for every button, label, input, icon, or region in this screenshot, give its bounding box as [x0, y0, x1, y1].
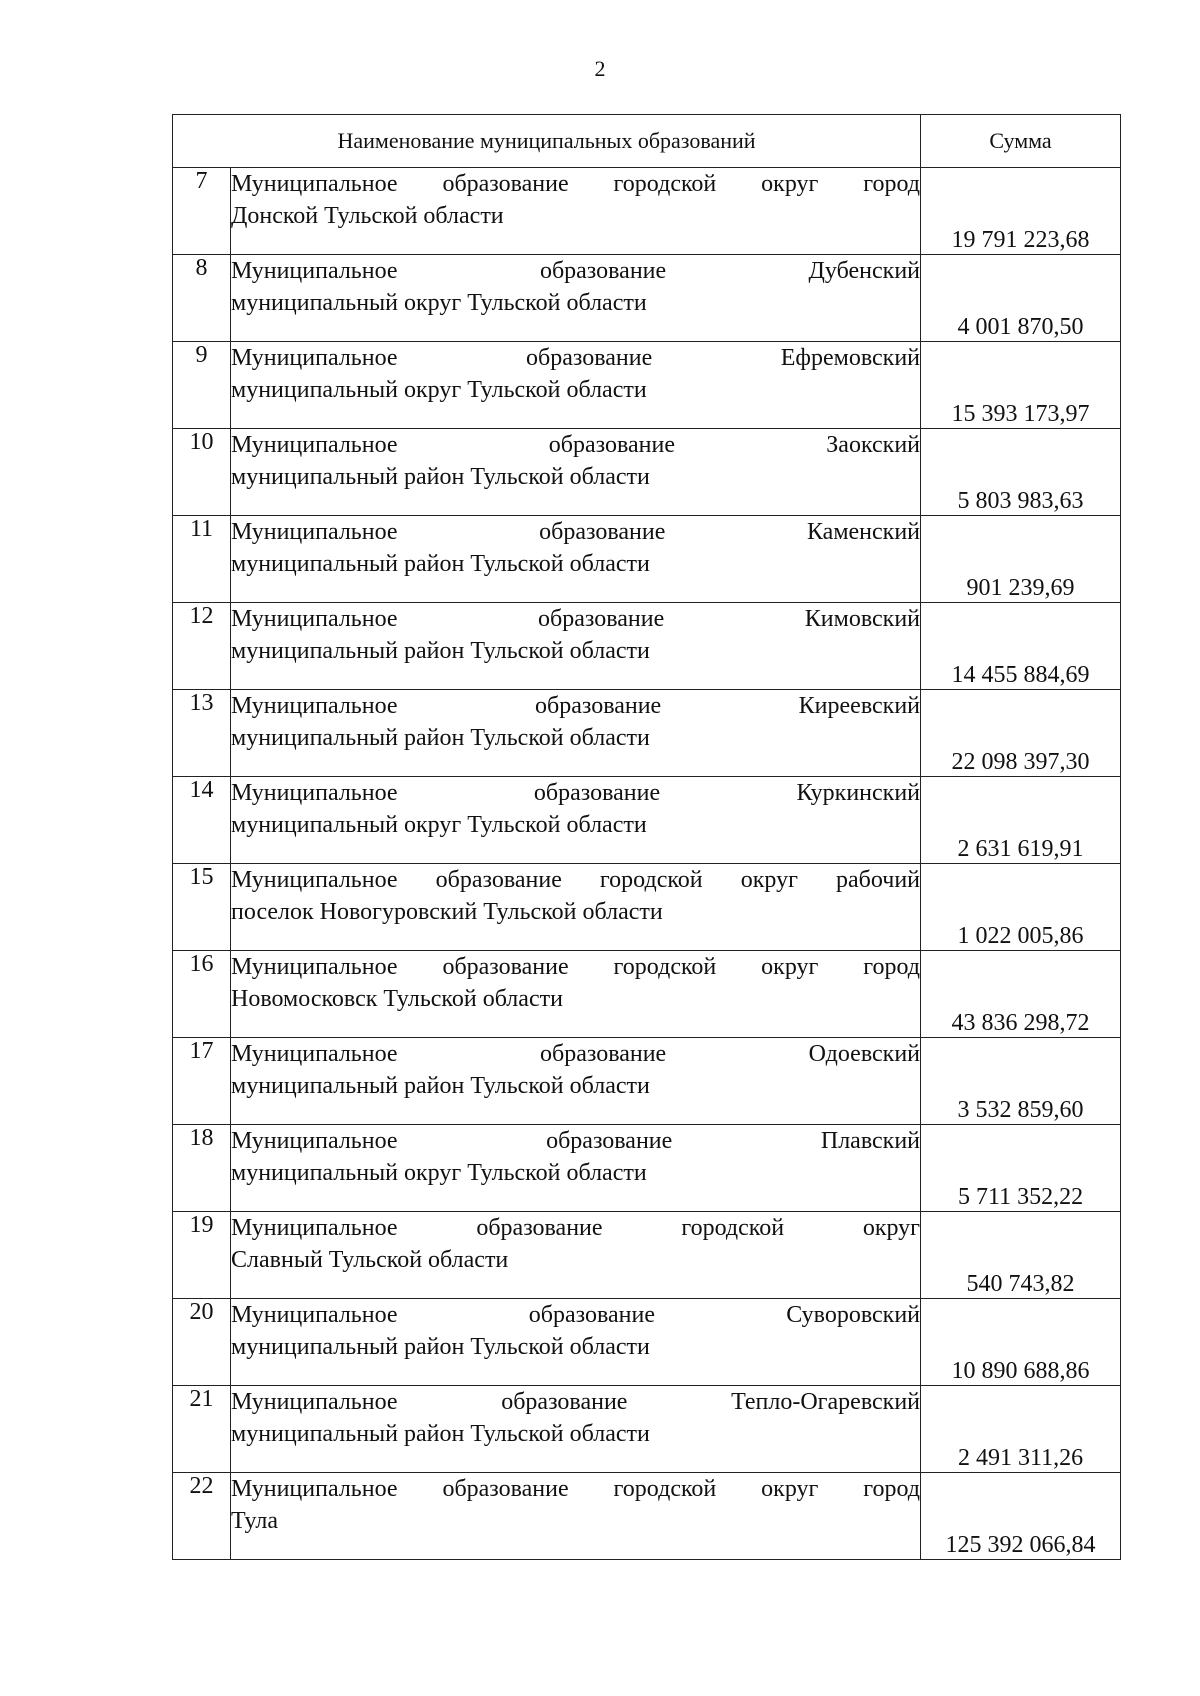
- table-row: [173, 690, 1121, 777]
- row-number: 8: [173, 255, 231, 342]
- header-name: Наименование муниципальных образований: [173, 115, 921, 168]
- municipality-name: [231, 1299, 921, 1386]
- municipality-name-line-2: муниципальный район Тульской области: [231, 638, 650, 664]
- municipality-name-line-2: Тула: [231, 1508, 279, 1534]
- table-row: [173, 1212, 1121, 1299]
- municipality-name-line-1: Муниципальное образование Плавский: [231, 1128, 921, 1154]
- municipality-name-line-1: Муниципальное образование городской округ город: [231, 1476, 921, 1502]
- municipality-name-line-1: Муниципальное образование Каменский: [231, 519, 921, 545]
- header-sum: Сумма: [921, 115, 1121, 168]
- municipality-name-line-2: муниципальный район Тульской области: [231, 1334, 650, 1360]
- sum-value: 2 631 619,91: [921, 777, 1121, 864]
- sum-value: 43 836 298,72: [921, 951, 1121, 1038]
- row-number: 11: [173, 516, 231, 603]
- page-number: 2: [594, 56, 606, 81]
- municipality-name: [231, 429, 921, 516]
- municipality-name: [231, 951, 921, 1038]
- sum-value: 19 791 223,68: [921, 168, 1121, 255]
- municipality-name-line-2: поселок Новогуровский Тульской области: [231, 899, 663, 925]
- sum-value: 15 393 173,97: [921, 342, 1121, 429]
- table-row: [173, 1386, 1121, 1473]
- sum-value: 22 098 397,30: [921, 690, 1121, 777]
- municipality-name-line-1: Муниципальное образование Дубенский: [231, 258, 921, 284]
- municipality-name: [231, 690, 921, 777]
- municipality-name-line-2: муниципальный район Тульской области: [231, 464, 650, 490]
- row-number: 14: [173, 777, 231, 864]
- row-number: 21: [173, 1386, 231, 1473]
- sum-value: 10 890 688,86: [921, 1299, 1121, 1386]
- municipality-name-line-1: Муниципальное образование Кимовский: [231, 606, 921, 632]
- sum-value: 540 743,82: [921, 1212, 1121, 1299]
- municipality-name-line-1: Муниципальное образование Тепло-Огаревский: [231, 1389, 921, 1415]
- sum-value: 1 022 005,86: [921, 864, 1121, 951]
- row-number: 20: [173, 1299, 231, 1386]
- municipality-name: [231, 777, 921, 864]
- municipality-name: [231, 1212, 921, 1299]
- table-row: [173, 168, 1121, 255]
- municipality-name-line-2: Славный Тульской области: [231, 1247, 509, 1273]
- municipality-name: [231, 1038, 921, 1125]
- municipality-name-line-1: Муниципальное образование городской округ город: [231, 171, 921, 197]
- municipality-name-line-1: Муниципальное образование Куркинский: [231, 780, 921, 806]
- sum-value: 14 455 884,69: [921, 603, 1121, 690]
- row-number: 13: [173, 690, 231, 777]
- municipality-name-line-1: Муниципальное образование городской округ рабочий: [231, 867, 921, 893]
- municipality-name: [231, 603, 921, 690]
- municipality-name: [231, 1125, 921, 1212]
- row-number: 17: [173, 1038, 231, 1125]
- table-row: [173, 1038, 1121, 1125]
- sum-value: 125 392 066,84: [921, 1473, 1121, 1560]
- municipality-name-line-2: муниципальный округ Тульской области: [231, 812, 647, 838]
- row-number: 7: [173, 168, 231, 255]
- row-number: 10: [173, 429, 231, 516]
- municipality-name: [231, 1473, 921, 1560]
- municipality-name-line-2: Новомосковск Тульской области: [231, 986, 563, 1012]
- table-row: [173, 342, 1121, 429]
- row-number: 9: [173, 342, 231, 429]
- municipality-name-line-2: муниципальный район Тульской области: [231, 1421, 650, 1447]
- table-row: [173, 864, 1121, 951]
- table-row: [173, 951, 1121, 1038]
- municipality-name-line-1: Муниципальное образование Ефремовский: [231, 345, 921, 371]
- municipality-name-line-1: Муниципальное образование Заокский: [231, 432, 921, 458]
- municipality-name: [231, 342, 921, 429]
- sum-value: 5 711 352,22: [921, 1125, 1121, 1212]
- table-row: [173, 255, 1121, 342]
- sum-value: 4 001 870,50: [921, 255, 1121, 342]
- row-number: 18: [173, 1125, 231, 1212]
- municipality-name-line-1: Муниципальное образование Суворовский: [231, 1302, 921, 1328]
- municipality-name: [231, 255, 921, 342]
- municipality-name-line-2: муниципальный район Тульской области: [231, 1073, 650, 1099]
- municipality-name-line-2: муниципальный район Тульской области: [231, 551, 650, 577]
- row-number: 15: [173, 864, 231, 951]
- sum-value: 3 532 859,60: [921, 1038, 1121, 1125]
- table-body: [173, 168, 1121, 1560]
- municipality-name-line-2: муниципальный округ Тульской области: [231, 1160, 647, 1186]
- row-number: 19: [173, 1212, 231, 1299]
- table-row: [173, 429, 1121, 516]
- table-row: [173, 1473, 1121, 1560]
- municipality-name-line-2: муниципальный округ Тульской области: [231, 290, 647, 316]
- municipality-name-line-2: муниципальный округ Тульской области: [231, 377, 647, 403]
- row-number: 22: [173, 1473, 231, 1560]
- municipality-name-line-1: Муниципальное образование Киреевский: [231, 693, 921, 719]
- table-row: [173, 1299, 1121, 1386]
- municipality-name: [231, 1386, 921, 1473]
- municipality-name: [231, 168, 921, 255]
- sum-value: 2 491 311,26: [921, 1386, 1121, 1473]
- municipality-name: [231, 516, 921, 603]
- sum-value: 5 803 983,63: [921, 429, 1121, 516]
- table-header-row: [173, 115, 1121, 168]
- table-row: [173, 603, 1121, 690]
- sum-value: 901 239,69: [921, 516, 1121, 603]
- municipality-name: [231, 864, 921, 951]
- table-row: [173, 516, 1121, 603]
- municipality-name-line-1: Муниципальное образование Одоевский: [231, 1041, 921, 1067]
- municipality-name-line-2: Донской Тульской области: [231, 203, 504, 229]
- municipal-sums-table: [172, 114, 1121, 1560]
- row-number: 12: [173, 603, 231, 690]
- municipality-name-line-1: Муниципальное образование городской округ город: [231, 954, 921, 980]
- municipality-name-line-1: Муниципальное образование городской округ: [231, 1215, 921, 1241]
- table-row: [173, 777, 1121, 864]
- table-row: [173, 1125, 1121, 1212]
- municipality-name-line-2: муниципальный район Тульской области: [231, 725, 650, 751]
- row-number: 16: [173, 951, 231, 1038]
